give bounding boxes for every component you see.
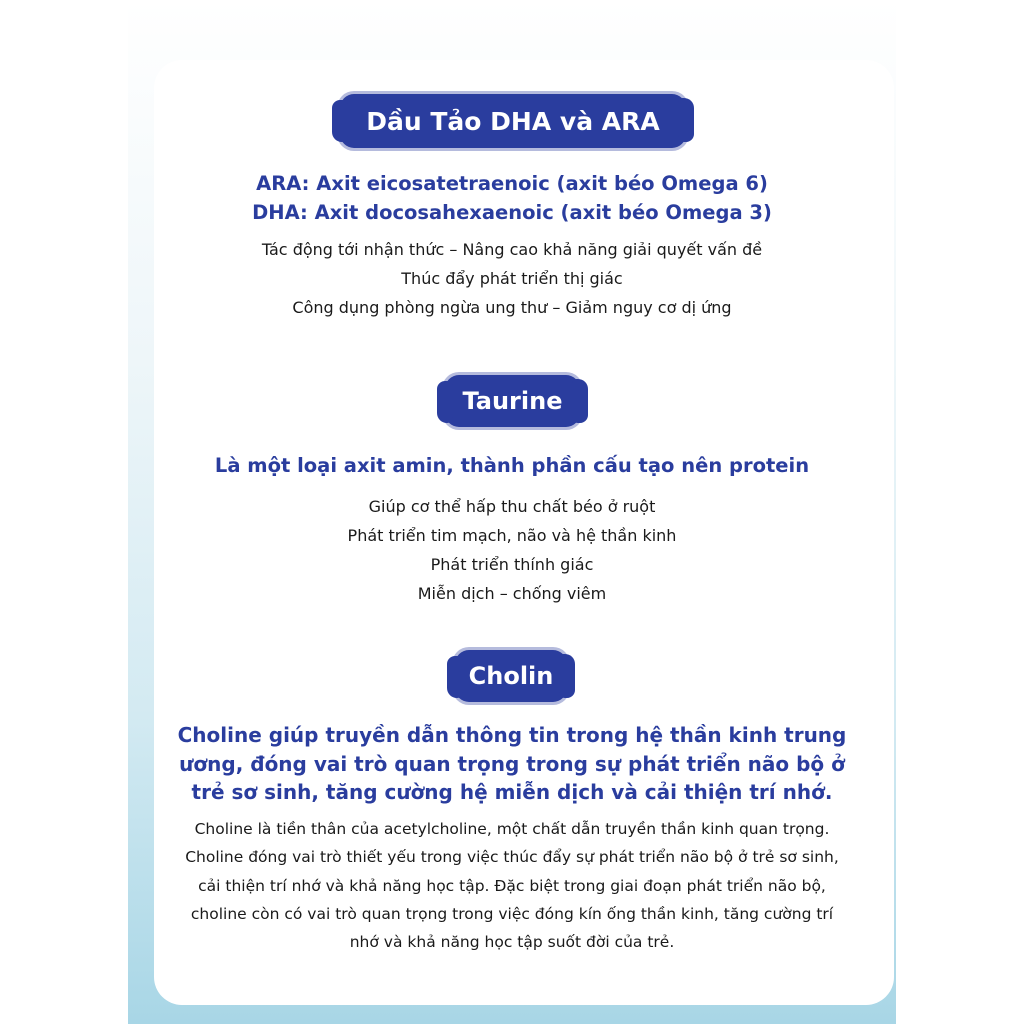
taurine-benefit-item: Giúp cơ thể hấp thu chất béo ở ruột bbox=[368, 497, 656, 516]
dha-ara-title: Dầu Tảo DHA và ARA bbox=[366, 106, 660, 136]
taurine-subtitle: Là một loại axit amin, thành phần cấu tạo nên protein bbox=[214, 454, 810, 477]
dha-ara-title-badge bbox=[340, 94, 686, 148]
taurine-title: Taurine bbox=[462, 387, 563, 415]
dha-definition: DHA: Axit docosahexaenoic (axit béo Omega 3) bbox=[252, 201, 772, 224]
dha-benefit-item: Tác động tới nhận thức – Nâng cao khả năng giải quyết vấn đề bbox=[261, 240, 763, 259]
cholin-title: Cholin bbox=[468, 662, 554, 690]
dha-benefit-item: Công dụng phòng ngừa ung thư – Giảm nguy cơ dị ứng bbox=[292, 298, 732, 317]
cholin-subtitle: Choline giúp truyền dẫn thông tin trong hệ thần kinh trung ương, đóng vai trò quan trọng trong sự phát triển não bộ ở trẻ sơ sinh, tăng cường hệ miễn dịch và cải thiện trí nhớ. bbox=[177, 723, 847, 804]
taurine-benefit-item: Phát triển thính giác bbox=[430, 555, 594, 574]
cholin-title-badge bbox=[455, 650, 567, 702]
cholin-description: Choline là tiền thân của acetylcholine, một chất dẫn truyền thần kinh quan trọng. Choline đóng vai trò thiết yếu trong việc thúc đẩy sự phát triển não bộ ở trẻ sơ sinh, cải thiện trí nhớ và khả năng học tập. Đặc biệt trong giai đoạn phát triển não bộ, choline còn có vai trò quan trọng trong việc đóng kín ống thần kinh, tăng cường trí nhớ và khả năng học tập suốt đời của trẻ. bbox=[185, 820, 839, 952]
ara-definition: ARA: Axit eicosatetraenoic (axit béo Omega 6) bbox=[256, 172, 768, 195]
taurine-benefit-item: Phát triển tim mạch, não và hệ thần kinh bbox=[347, 526, 677, 545]
taurine-title-badge bbox=[445, 375, 580, 427]
taurine-benefit-item: Miễn dịch – chống viêm bbox=[417, 584, 607, 603]
dha-benefit-item: Thúc đẩy phát triển thị giác bbox=[401, 269, 623, 288]
